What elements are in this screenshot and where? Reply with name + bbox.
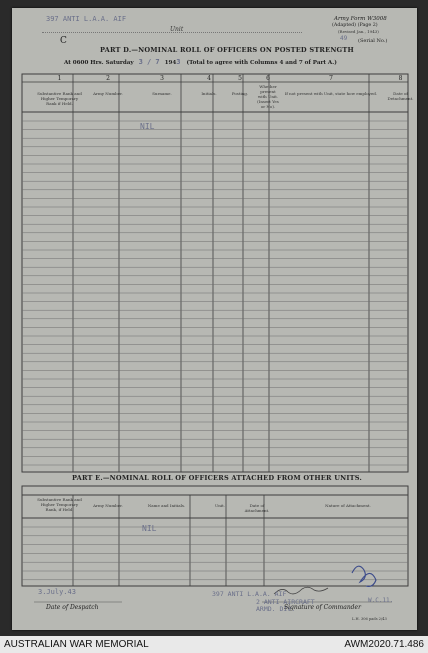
column-number-5: 5 (238, 75, 242, 82)
serial-label: (Serial No.) (358, 38, 388, 44)
column-number-4: 4 (207, 75, 211, 82)
column-header-4: Initials. (201, 91, 217, 96)
stamp-code: W.C.11. (368, 597, 394, 604)
despatch-date: 3.July.43 (38, 588, 76, 596)
despatch-label: Date of Despatch (46, 604, 99, 611)
stamp-line-3: ARMD. DIV. (256, 605, 296, 613)
column-number-6: 6 (266, 75, 270, 82)
credit-right: AWM2020.71.486 (344, 639, 424, 650)
part-e-column-header-4: Unit. (214, 503, 226, 508)
printer-note: L.H. 306 pads 2/43 (352, 617, 387, 621)
part-e-column-header-3: Name and Initials. (147, 503, 186, 508)
part-e-column-header-6: Nature of Attachment. (325, 503, 371, 508)
column-header-8: Date of Detachment. (387, 91, 414, 101)
form-rev: (Revised Jan., 1943) (338, 29, 379, 34)
part-d-nil: NIL (140, 122, 155, 131)
column-number-7: 7 (329, 75, 333, 82)
column-number-8: 8 (398, 75, 403, 82)
typed-date: 3 / 7 (138, 58, 160, 66)
stamp-line-1: 397 ANTI L.A.A. AIF (212, 590, 287, 598)
at-prefix: At 0600 Hrs. Saturday (64, 60, 134, 66)
column-header-1: Substantive Rank and Higher Temporary Rank if Held. (37, 91, 82, 106)
year-digit: 3 (176, 58, 181, 66)
archive-credit-bar (0, 636, 428, 653)
year: 194 (164, 60, 177, 66)
stamp-line-2: 2 ANTI AIRCRAFT (256, 597, 315, 606)
part-d-title: PART D.—NOMINAL ROLL OF OFFICERS ON POSTED STRENGTH (100, 46, 354, 54)
initials-scribble (352, 566, 376, 586)
part-e-nil: NIL (142, 524, 157, 533)
column-header-2: Army Number. (93, 91, 123, 96)
column-header-5: Posting. (231, 91, 249, 96)
credit-left: AUSTRALIAN WAR MEMORIAL (4, 639, 149, 650)
document-sheet (12, 8, 417, 630)
column-header-7: If not present with Unit, state how employed. (284, 91, 378, 96)
part-e-column-header-5: Date of Attachment. (244, 503, 270, 513)
form-id: Army Form W3008 (334, 16, 387, 22)
column-header-6: Whether present with Unit. (Insert Yes or No). (257, 84, 279, 109)
column-number-2: 2 (106, 75, 110, 82)
unit-label: Unit (170, 26, 184, 33)
part-e-title: PART E.—NOMINAL ROLL OF OFFICERS ATTACHED FROM OTHER UNITS. (72, 474, 362, 482)
part-e-column-header-1: Substantive Rank and Higher Temporary Rank, if Held. (37, 497, 82, 512)
column-number-3: 3 (160, 75, 164, 82)
typed-serial: 49 (340, 35, 348, 42)
part-e-column-header-2: Army Number. (93, 503, 123, 508)
signature-label: Signature of Commander (284, 604, 361, 611)
bracket-mark: C (60, 36, 67, 46)
part-d-note: (Total to agree with Columns 4 and 7 of Part A.) (186, 60, 337, 66)
column-header-3: Surname. (152, 91, 172, 96)
column-number-1: 1 (57, 75, 62, 82)
form-sub: (Adapted) (Page 2) (332, 23, 378, 28)
typed-unit: 397 ANTI L.A.A. AIF (46, 15, 127, 23)
